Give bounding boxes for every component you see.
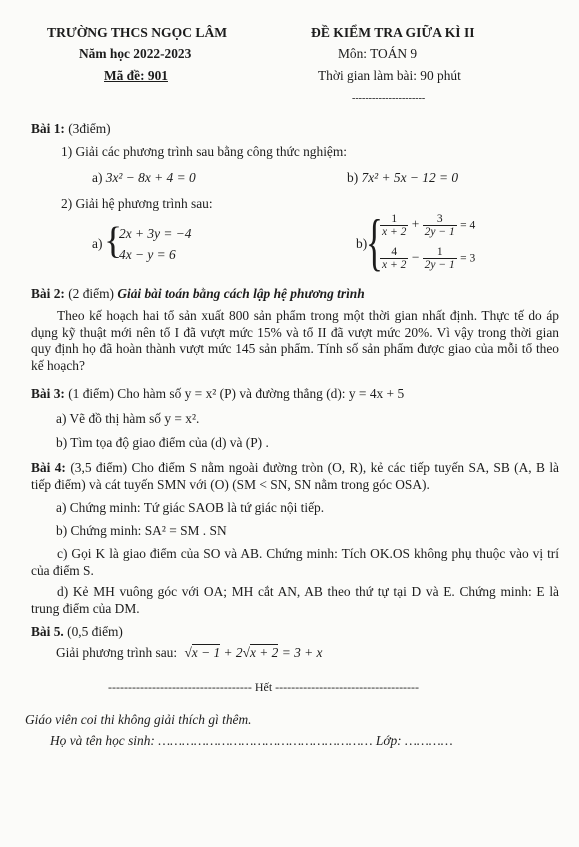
frac-num: 3 — [423, 213, 457, 226]
frac-den: 2y − 1 — [424, 226, 455, 238]
student-name-line: Họ và tên học sinh: ……………………………………………… Lớp: ………… — [50, 733, 453, 748]
sys-b1-frac1 — [380, 213, 408, 238]
bai5-points: (0,5 điểm) — [67, 624, 123, 639]
header-rule: ---------------------- — [352, 93, 426, 104]
bai4-d: d) Kẻ MH vuông góc với OA; MH cắt AN, AB theo thứ tự tại D và E. Chứng minh: E là trung điểm của DM. — [31, 584, 559, 616]
exam-title: ĐỀ KIỂM TRA GIỮA KÌ II — [311, 25, 475, 40]
eq-a-label: a) — [92, 170, 103, 185]
bai4-intro: (3,5 điểm) Cho điểm S nằm ngoài đường tròn (O, R), kẻ các tiếp tuyến SA, SB (A, B là tiếp điểm) và cát tuyến SMN với (O) (SM < SN, SN nằm trong góc OSA). — [31, 460, 559, 492]
eq-mid: + 2 — [220, 645, 243, 660]
sys-a-line2: 4x − y = 6 — [119, 247, 176, 262]
bai5-lead: Giải phương trình sau: — [56, 645, 178, 660]
sys-a-label: a) — [92, 236, 103, 251]
sys-b1-frac2 — [423, 213, 457, 238]
bai3-title: Bài 3: — [31, 386, 65, 401]
bai5-heading — [31, 624, 123, 640]
rhs: = 3 — [460, 252, 476, 265]
sys-a-line1: 2x + 3y = −4 — [119, 226, 192, 241]
frac-num: 4 — [380, 246, 408, 259]
bai3-b: b) Tìm tọa độ giao điểm của (d) và (P) . — [56, 435, 269, 450]
bai1-heading — [31, 121, 111, 137]
sqrt-arg-2: x + 2 — [249, 645, 279, 660]
frac-den: x + 2 — [382, 259, 407, 271]
end-marker: ------------------------------------ Hết ------------------------------------ — [108, 680, 420, 694]
bai3-heading — [31, 386, 404, 402]
bai4-a: a) Chứng minh: Tứ giác SAOB là tứ giác nội tiếp. — [56, 500, 325, 515]
bai5-equation — [56, 645, 322, 661]
bai4-intro-block — [31, 460, 559, 493]
sys-b-label: b) — [356, 236, 368, 251]
bai1-q1: 1) Giải các phương trình sau bằng công thức nghiệm: — [61, 144, 347, 159]
exam-time: Thời gian làm bài: 90 phút — [318, 68, 461, 83]
frac-den: x + 2 — [382, 226, 407, 238]
bai1-points: (3điểm) — [68, 121, 111, 136]
teacher-note: Giáo viên coi thi không giải thích gì thêm. — [25, 712, 252, 727]
frac-den: 2y − 1 — [424, 259, 455, 271]
bai3-a: a) Vẽ đồ thị hàm số y = x². — [56, 411, 200, 426]
exam-code: Mã đề: 901 — [104, 68, 168, 83]
sys-b2-frac1 — [380, 246, 408, 271]
sqrt-arg-1: x − 1 — [191, 645, 221, 660]
bai2-subtitle: Giải bài toán bằng cách lập hệ phương trình — [117, 286, 365, 301]
eq-b-label: b) — [347, 170, 359, 185]
sys-b-line2 — [380, 246, 475, 271]
eq-rhs: = 3 + x — [278, 645, 323, 660]
sys-b-brace: { — [366, 206, 383, 277]
bai4-b: b) Chứng minh: SA² = SM . SN — [56, 523, 227, 538]
frac-num: 1 — [380, 213, 408, 226]
bai2-points: (2 điểm) — [68, 286, 114, 301]
eq-b: 7x² + 5x − 12 = 0 — [361, 170, 459, 185]
frac-num: 1 — [423, 246, 457, 259]
bai4-title: Bài 4: — [31, 460, 66, 475]
bai4-c: c) Gọi K là giao điểm của SO và AB. Chứng minh: Tích OK.OS không phụ thuộc vào vị trí của điểm S. — [31, 546, 559, 578]
bai1-q2: 2) Giải hệ phương trình sau: — [61, 196, 213, 211]
school-name: TRƯỜNG THCS NGỌC LÂM — [47, 25, 228, 40]
exam-subject — [338, 46, 417, 62]
bai2-heading — [31, 286, 365, 302]
sys-b2-frac2 — [423, 246, 457, 271]
bai1-title: Bài 1: — [31, 121, 65, 136]
rhs: = 4 — [460, 219, 476, 232]
bai1-eq-a — [92, 170, 196, 186]
sys-b-line1 — [380, 213, 475, 238]
bai5-title: Bài 5. — [31, 624, 64, 639]
bai2-text: Theo kế hoạch hai tổ sản xuất 800 sản phẩm trong một thời gian nhất định. Thực tế do áp dụng kỹ thuật mới nên tổ I đã vượt mức 15% và tổ II đã vượt mức 20%. Vì vậy trong thời gian quy định họ đã hoàn thành vượt mức 145 sản phẩm. Tính số sản phẩm được giao của mỗi tổ theo kế hoạch? — [31, 308, 559, 373]
op: − — [411, 249, 420, 265]
school-year: Năm học 2022-2023 — [79, 46, 192, 61]
subject-text: Môn: TOÁN 9 — [338, 46, 418, 61]
bai2-title: Bài 2: — [31, 286, 65, 301]
op: + — [411, 216, 420, 232]
bai1-eq-b — [347, 170, 458, 186]
bai5-eq: √x − 1 + 2√x + 2 = 3 + x — [184, 645, 323, 660]
eq-a: 3x² − 8x + 4 = 0 — [105, 170, 196, 185]
sys-a-brace: { — [104, 220, 123, 262]
bai3-intro: (1 điểm) Cho hàm số y = x² (P) và đường thẳng (d): y = 4x + 5 — [68, 386, 405, 401]
